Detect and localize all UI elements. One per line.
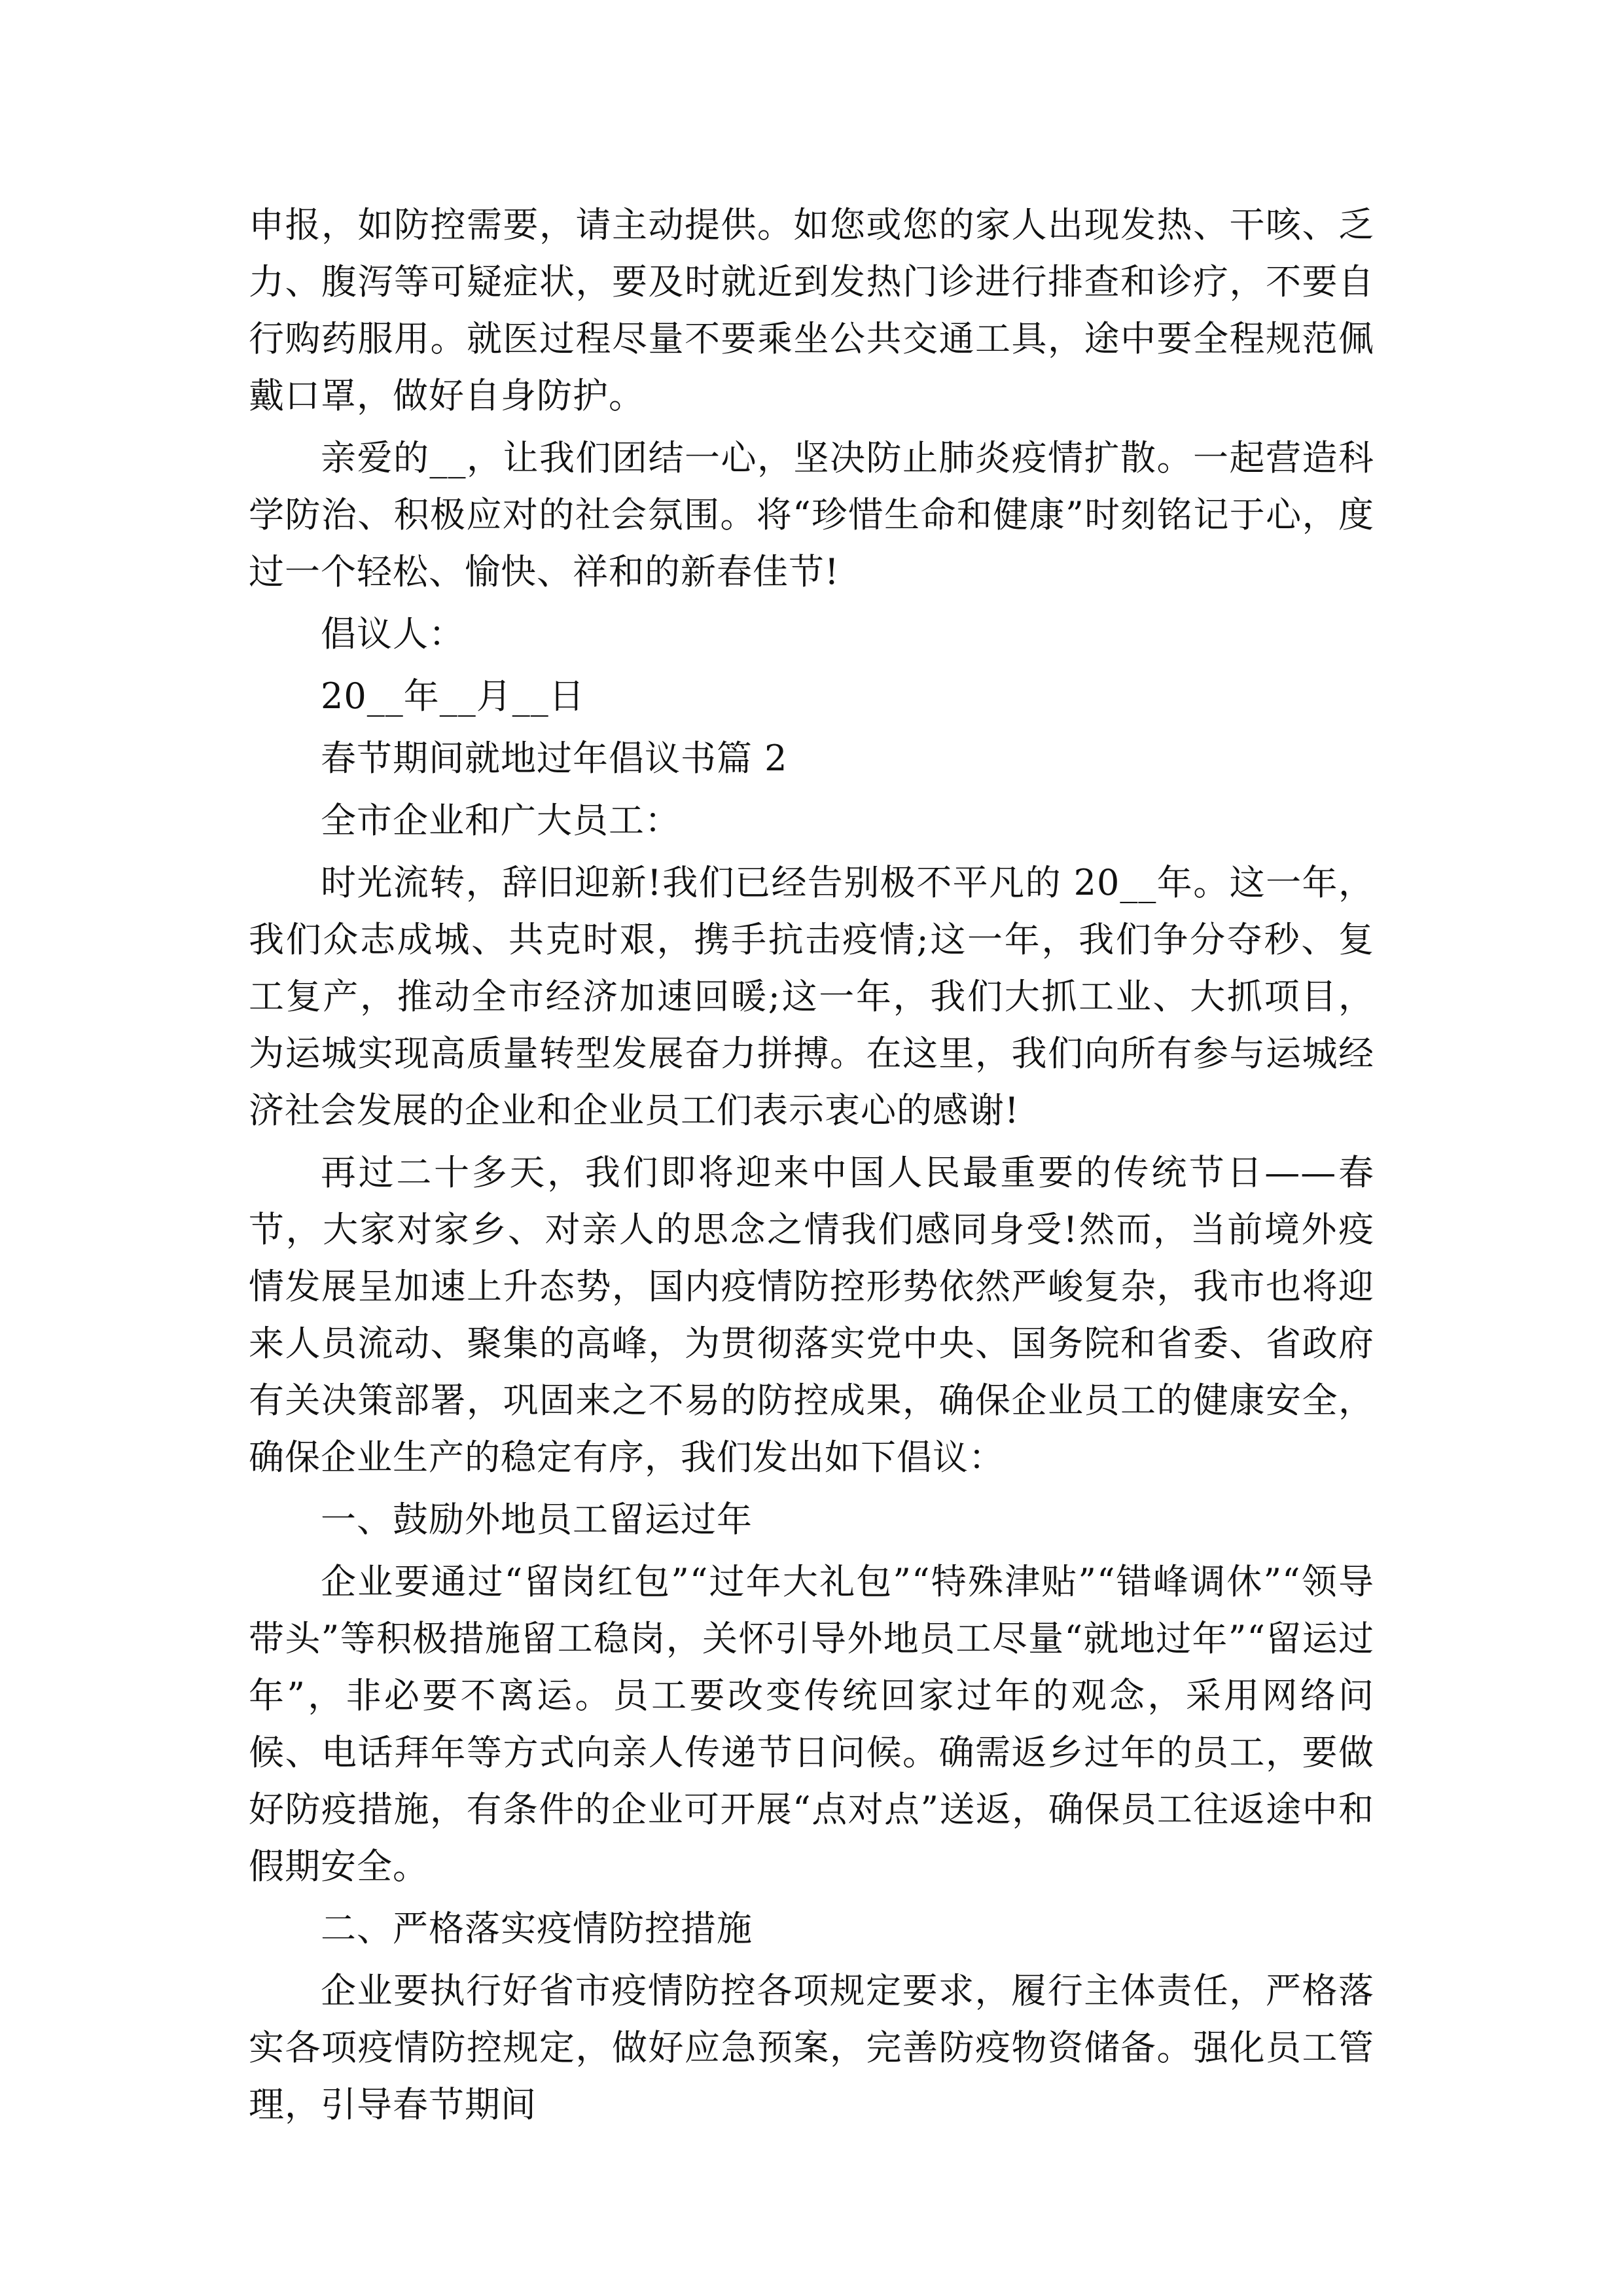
date-line: 20__年__月__日 xyxy=(321,675,585,717)
document-body xyxy=(249,196,1374,2133)
paragraph-1: 申报，如防控需要，请主动提供。如您或您的家人出现发热、干咳、乏力、腹泻等可疑症状，要及时就近到发热门诊进行排查和诊疗，不要自行购药服用。就医过程尽量不要乘坐公共交通工具，途中要全程规范佩戴口罩，做好自身防护。 xyxy=(249,204,1374,416)
paragraph-12: 企业要执行好省市疫情防控各项规定要求，履行主体责任，严格落实各项疫情防控规定，做好应急预案，完善防疫物资储备。强化员工管理，引导春节期间 xyxy=(249,1970,1374,2125)
salutation: 全市企业和广大员工： xyxy=(321,800,681,841)
heading-1: 一、鼓励外地员工留运过年 xyxy=(321,1499,753,1540)
signer-label: 倡议人： xyxy=(321,613,465,655)
paragraph-7: 时光流转，辞旧迎新!我们已经告别极不平凡的 20__年。这一年，我们众志成城、共克时艰，携手抗击疫情;这一年，我们争分夺秒、复工复产，推动全市经济加速回暖;这一年，我们大抓工业、大抓项目，为运城实现高质量转型发展奋力拼搏。在这里，我们向所有参与运城经济社会发展的企业和企业员工们表示衷心的感谢! xyxy=(249,862,1374,1131)
paragraph-10: 企业要通过“留岗红包”“过年大礼包”“特殊津贴”“错峰调休”“领导带头”等积极措施留工稳岗，关怀引导外地员工尽量“就地过年”“留运过年”，非必要不离运。员工要改变传统回家过年的观念，采用网络问候、电话拜年等方式向亲人传递节日问候。确需返乡过年的员工，要做好防疫措施，有条件的企业可开展“点对点”送返，确保员工往返途中和假期安全。 xyxy=(249,1561,1374,1887)
heading-2: 二、严格落实疫情防控措施 xyxy=(321,1908,753,1949)
paragraph-2: 亲爱的__，让我们团结一心，坚决防止肺炎疫情扩散。一起营造科学防治、积极应对的社会氛围。将“珍惜生命和健康”时刻铭记于心，度过一个轻松、愉快、祥和的新春佳节! xyxy=(249,437,1374,592)
paragraph-8: 再过二十多天，我们即将迎来中国人民最重要的传统节日——春节，大家对家乡、对亲人的思念之情我们感同身受!然而，当前境外疫情发展呈加速上升态势，国内疫情防控形势依然严峻复杂，我市也将迎来人员流动、聚集的高峰，为贯彻落实党中央、国务院和省委、省政府有关决策部署，巩固来之不易的防控成果，确保企业员工的健康安全，确保企业生产的稳定有序，我们发出如下倡议： xyxy=(249,1152,1374,1478)
section-title: 春节期间就地过年倡议书篇 2 xyxy=(321,738,788,779)
